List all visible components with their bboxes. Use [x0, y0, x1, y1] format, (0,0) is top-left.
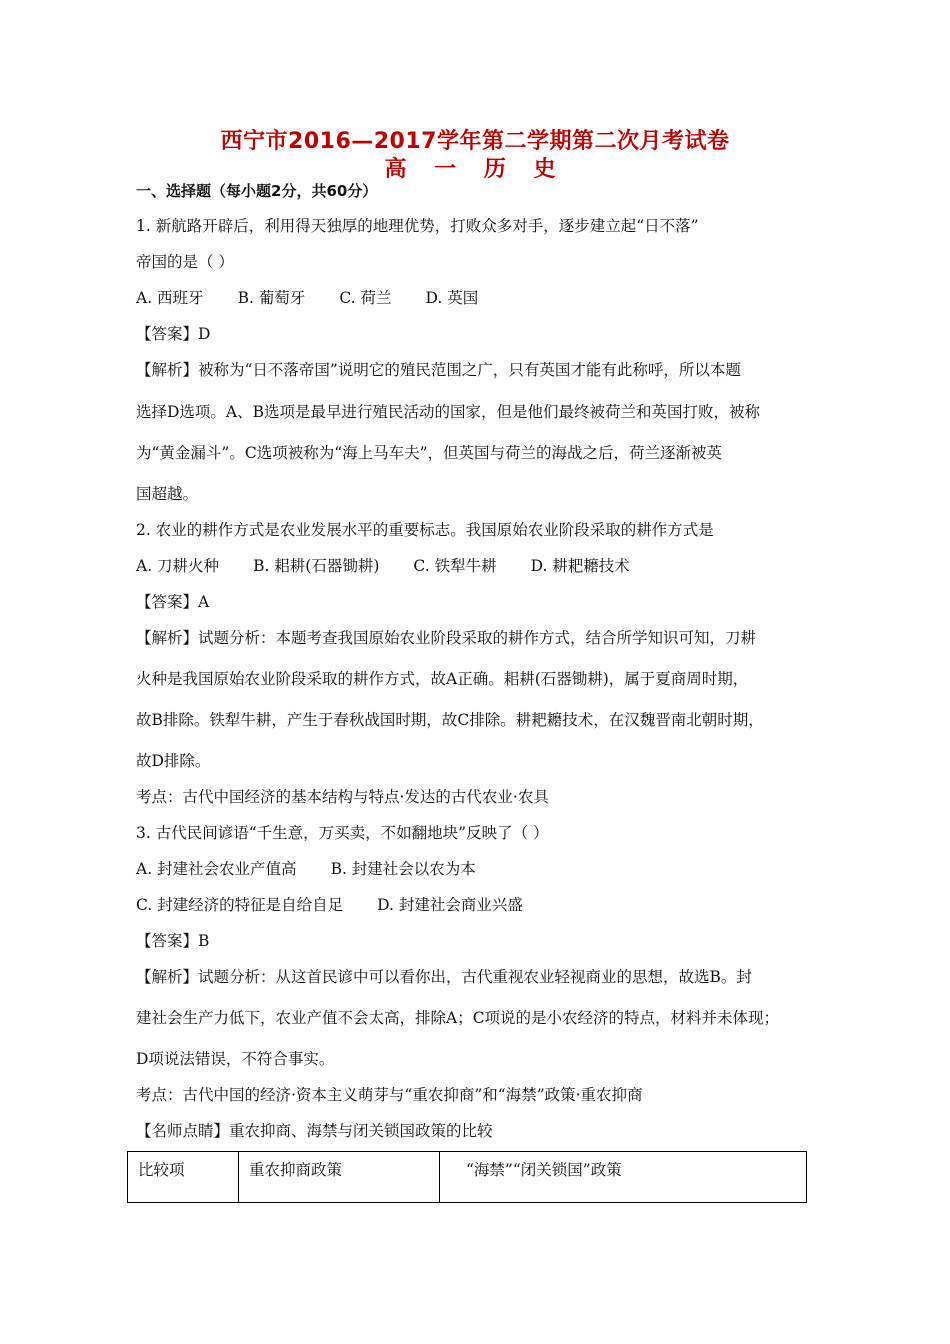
- table-header-cell: “海禁”“闭关锁国”政策: [440, 1152, 807, 1203]
- table-header-cell: 重农抑商政策: [239, 1152, 440, 1203]
- subject-title: 高 一 历 史: [384, 157, 566, 182]
- q2-option-c: C. 铁犁牛耕: [413, 557, 497, 575]
- q3-analysis-line: 建社会生产力低下，农业产值不会太高，排除A；C项说的是小农经济的特点，材料并未体现；: [136, 1009, 780, 1027]
- q1-option-b: B. 葡萄牙: [237, 289, 306, 307]
- q1-options: [136, 286, 512, 308]
- q1-stem-line2: 帝国的是（ ）: [136, 253, 234, 271]
- q2-answer: 【答案】A: [136, 593, 210, 611]
- q1-option-a: A. 西班牙: [136, 289, 204, 307]
- q2-analysis-line: 故D排除。: [136, 752, 211, 770]
- q3-answer: 【答案】B: [136, 932, 210, 950]
- q3-option-d: D. 封建社会商业兴盛: [377, 896, 523, 914]
- q1-answer: 【答案】D: [136, 325, 211, 343]
- table-header-row: [128, 1152, 807, 1203]
- q3-point: 考点：古代中国的经济·资本主义萌芽与“重农抑商”和“海禁”政策·重农抑商: [136, 1086, 643, 1104]
- q2-stem: 2. 农业的耕作方式是农业发展水平的重要标志。我国原始农业阶段采取的耕作方式是: [136, 521, 714, 539]
- q1-analysis-line: 【解析】被称为“日不落帝国”说明它的殖民范围之广，只有英国才能有此称呼，所以本题: [136, 361, 741, 379]
- q2-option-a: A. 刀耕火种: [136, 557, 220, 575]
- q2-options: [136, 554, 664, 576]
- exam-title: 西宁市2016—2017学年第二学期第二次月考试卷: [220, 129, 730, 154]
- q2-option-b: B. 耜耕(石器锄耕): [253, 557, 380, 575]
- table-header-cell: 比较项: [128, 1152, 239, 1203]
- q3-option-b: B. 封建社会以农为本: [330, 860, 476, 878]
- q3-tip: 【名师点睛】重农抑商、海禁与闭关锁国政策的比较: [136, 1122, 493, 1140]
- q1-analysis-line: 为“黄金漏斗”。C选项被称为“海上马车夫”，但英国与荷兰的海战之后，荷兰逐渐被英: [136, 444, 723, 462]
- q3-option-a: A. 封建社会农业产值高: [136, 860, 297, 878]
- q3-options-row2: [136, 893, 557, 915]
- q3-stem: 3. 古代民间谚语“千生意，万买卖，不如翻地块”反映了（ ）: [136, 824, 549, 842]
- section-heading: 一、选择题（每小题2分，共60分）: [136, 182, 378, 200]
- q2-analysis-line: 火种是我国原始农业阶段采取的耕作方式，故A正确。耜耕(石器锄耕)，属于夏商周时期，: [136, 670, 749, 688]
- q1-option-d: D. 英国: [425, 289, 479, 307]
- q1-stem-line1: 1. 新航路开辟后，利用得天独厚的地理优势，打败众多对手，逐步建立起“日不落”: [136, 217, 699, 235]
- q3-analysis-line: D项说法错误，不符合事实。: [136, 1050, 335, 1068]
- comparison-table: [127, 1151, 807, 1203]
- q1-option-c: C. 荷兰: [339, 289, 392, 307]
- q2-analysis-line: 【解析】试题分析：本题考查我国原始农业阶段采取的耕作方式，结合所学知识可知，刀耕: [136, 629, 757, 647]
- q1-analysis-line: 国超越。: [136, 485, 199, 503]
- q3-option-c: C. 封建经济的特征是自给自足: [136, 896, 344, 914]
- q3-analysis-line: 【解析】试题分析：从这首民谚中可以看你出，古代重视农业轻视商业的思想，故选B。封: [136, 968, 752, 986]
- q1-analysis-line: 选择D选项。A、B选项是最早进行殖民活动的国家，但是他们最终被荷兰和英国打败，被称: [136, 403, 761, 421]
- q3-options-row1: [136, 857, 510, 879]
- q2-analysis-line: 故B排除。铁犁牛耕，产生于春秋战国时期，故C排除。耕耙耱技术，在汉魏晋南北朝时期，: [136, 711, 764, 729]
- q2-point: 考点：古代中国经济的基本结构与特点·发达的古代农业·农具: [136, 788, 549, 806]
- q2-option-d: D. 耕耙耱技术: [530, 557, 630, 575]
